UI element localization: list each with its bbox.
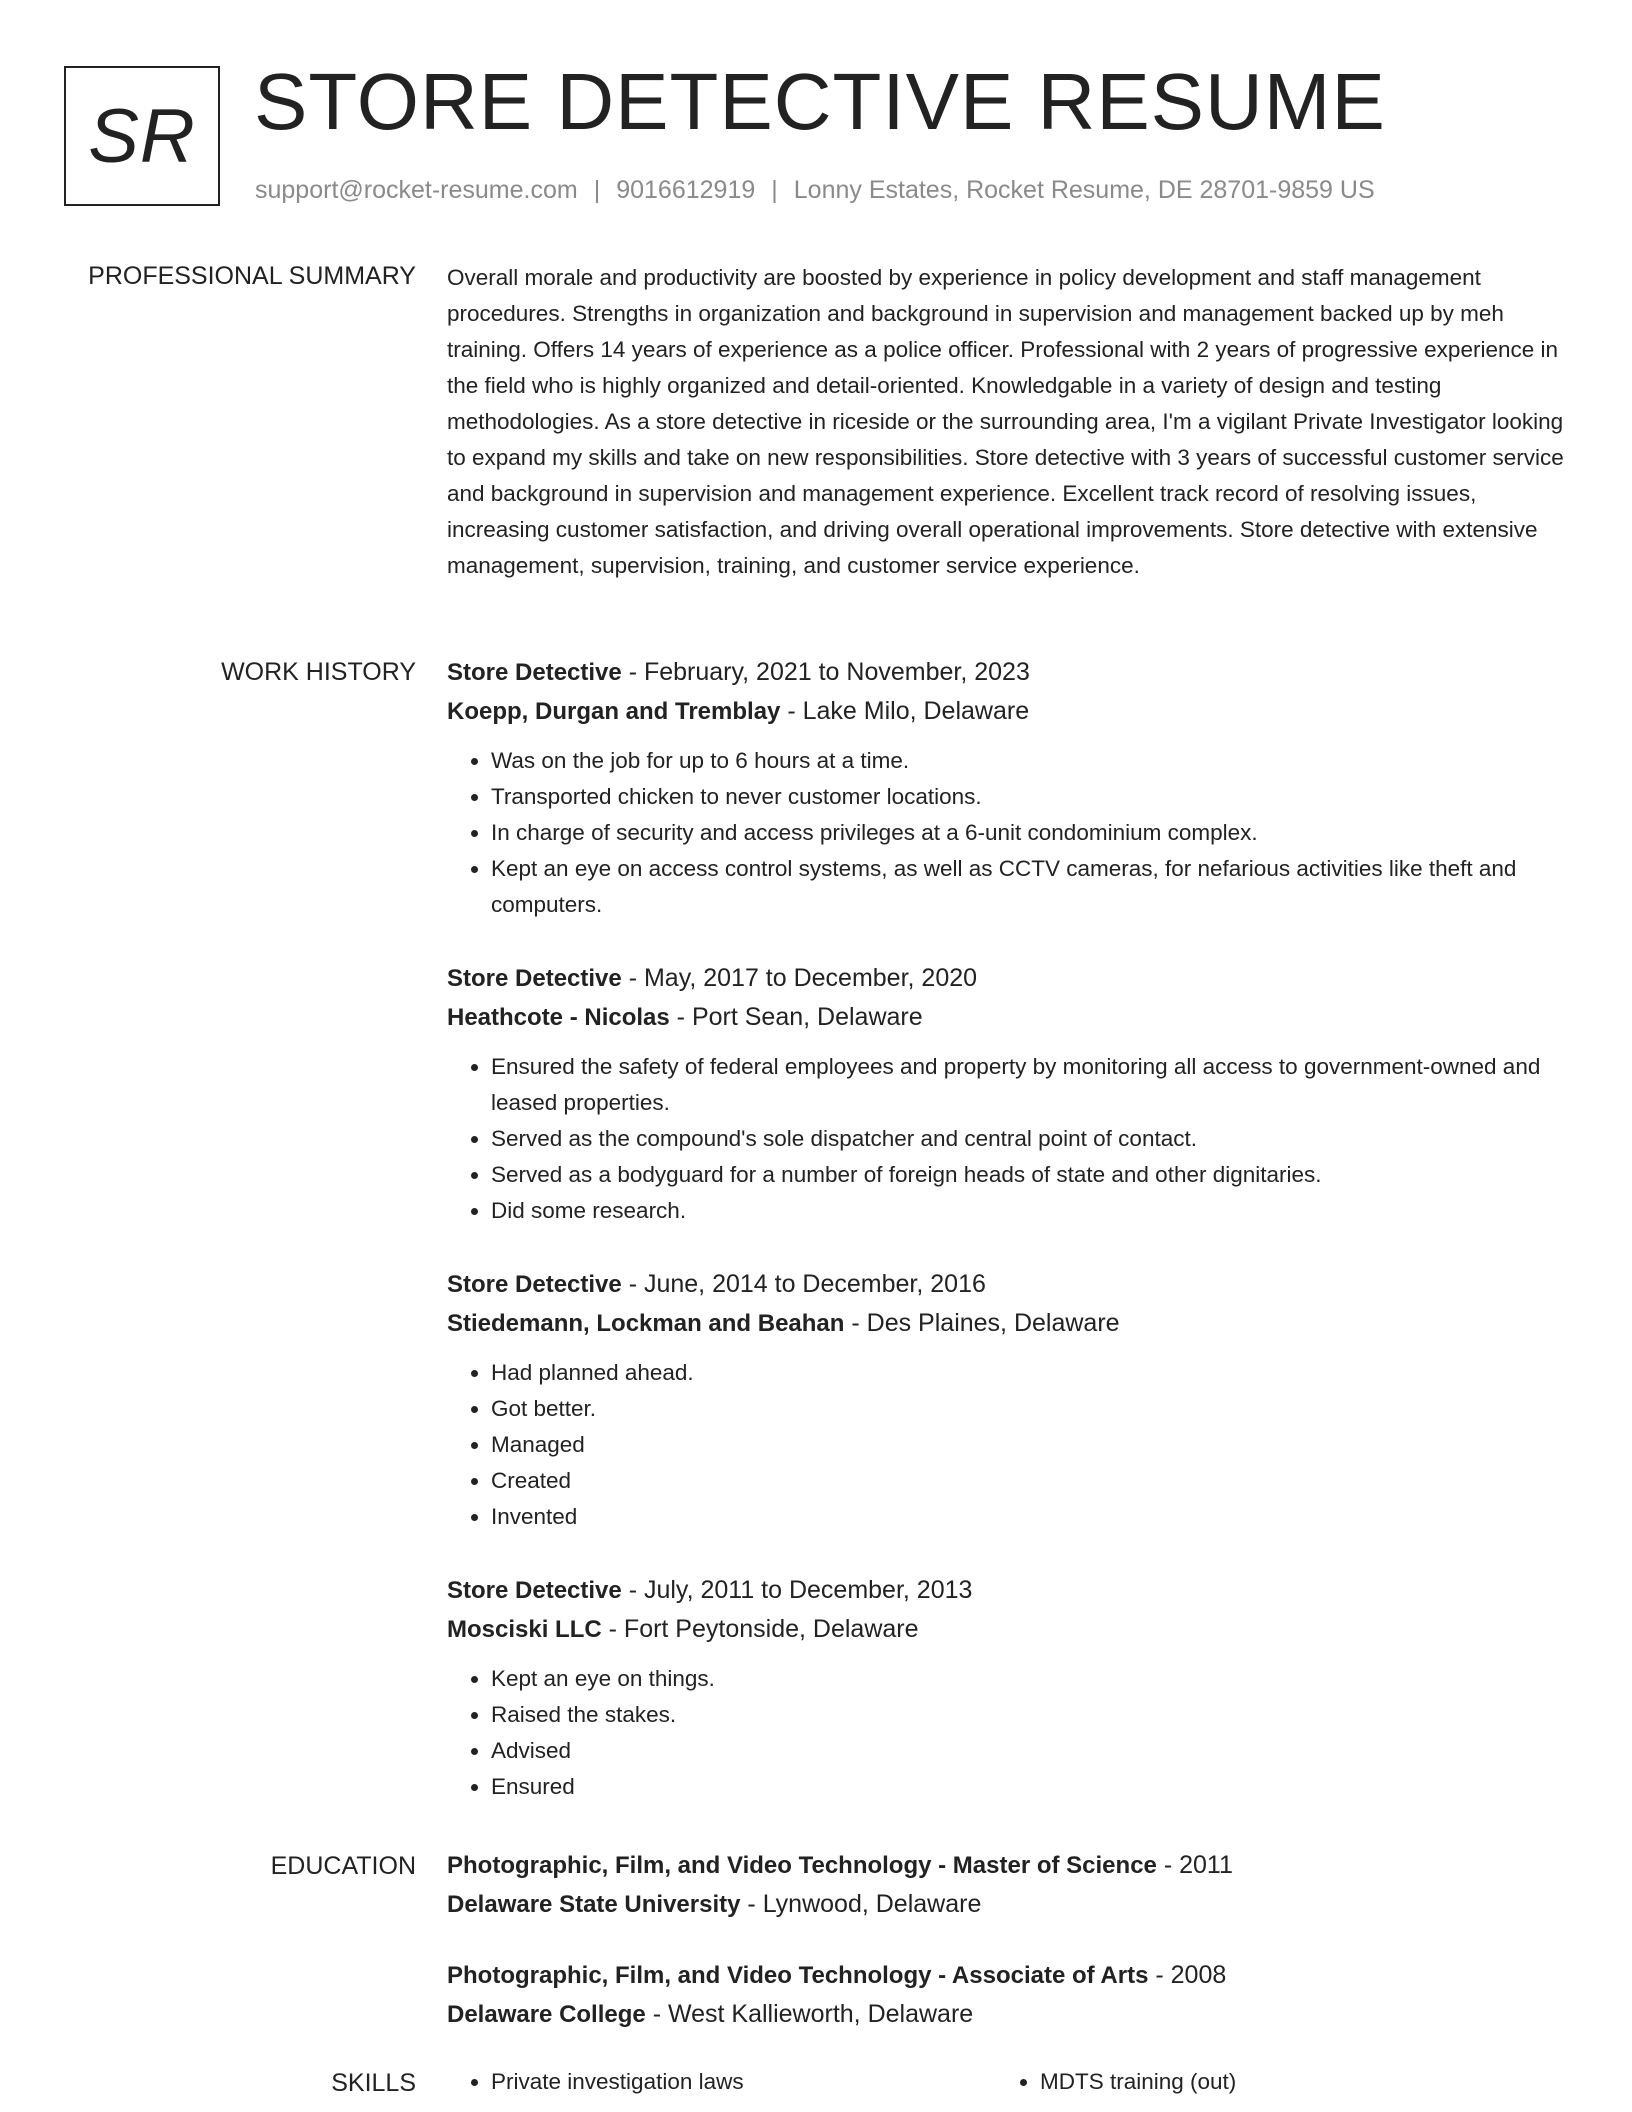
job-company-line — [447, 998, 1567, 1037]
job-bullets — [447, 1355, 1567, 1535]
job-bullet: • Invented — [491, 1499, 1567, 1535]
skill-item: • Private investigation laws — [491, 2064, 996, 2100]
contact-email: support@rocket-resume.com — [255, 176, 578, 204]
contact-phone: 9016612919 — [616, 176, 756, 204]
school-line — [447, 1995, 1567, 2034]
section-label-skills: SKILLS — [331, 2069, 416, 2097]
job-bullet: • Ensured — [491, 1769, 1567, 1805]
skills-list-left — [447, 2064, 996, 2100]
education-section — [447, 1846, 1567, 2034]
job-dates: - February, 2021 to November, 2023 — [621, 658, 1030, 686]
job-location: - Port Sean, Delaware — [669, 1003, 923, 1031]
job-title: Store Detective — [447, 965, 622, 992]
school-name: Delaware College — [447, 2001, 646, 2028]
job-bullets — [447, 743, 1567, 923]
job-dates: - July, 2011 to December, 2013 — [621, 1576, 973, 1604]
skill-item: • MDTS training (out) — [1040, 2064, 1545, 2100]
section-label-work-history: WORK HISTORY — [221, 658, 416, 686]
school-line — [447, 1885, 1567, 1924]
job-company: Heathcote - Nicolas — [447, 1004, 670, 1031]
job-bullet: • Got better. — [491, 1391, 1567, 1427]
job-bullet: • Was on the job for up to 6 hours at a time. — [491, 743, 1567, 779]
job-title-line — [447, 1265, 1567, 1304]
school-name: Delaware State University — [447, 1891, 741, 1918]
job-location: - Fort Peytonside, Delaware — [601, 1615, 919, 1643]
job-company: Mosciski LLC — [447, 1616, 602, 1643]
summary-text: Overall morale and productivity are boosted by experience in policy development and staff management procedures. Strengths in organization and background in supervision and management backed up by meh training. Offers 14 years of experience as a police officer. Professional with 2 years of progressive experience in the field who is highly organized and detail-oriented. Knowledgable in a variety of design and testing methodologies. As a store detective in riceside or the surrounding area, I'm a vigilant Private Investigator looking to expand my skills and take on new responsibilities. Store detective with 3 years of successful customer service and background in supervision and management experience. Excellent track record of resolving issues, increasing customer satisfaction, and driving overall operational improvements. Store detective with extensive management, supervision, training, and customer service experience. — [447, 265, 1564, 578]
job-dates: - June, 2014 to December, 2016 — [621, 1270, 986, 1298]
resume-title: STORE DETECTIVE RESUME — [254, 57, 1386, 146]
job-title: Store Detective — [447, 1577, 622, 1604]
job-location: - Des Plaines, Delaware — [844, 1309, 1120, 1337]
job-bullet: • Created — [491, 1463, 1567, 1499]
monogram-initials: SR — [88, 93, 196, 179]
job-bullet: • Did some research. — [491, 1193, 1567, 1229]
job-entry — [447, 653, 1567, 959]
job-bullet: • Ensured the safety of federal employees and property by monitoring all access to government-owned and leased properties. — [491, 1049, 1567, 1121]
summary-section — [447, 260, 1567, 584]
skills-list-right — [996, 2064, 1545, 2100]
job-bullet: • Kept an eye on things. — [491, 1661, 1567, 1697]
job-title-line — [447, 1571, 1567, 1610]
education-entry — [447, 1956, 1567, 2034]
job-bullet: • Managed — [491, 1427, 1567, 1463]
job-entry — [447, 1571, 1567, 1805]
job-entry — [447, 1265, 1567, 1571]
job-bullet: • Raised the stakes. — [491, 1697, 1567, 1733]
degree-year: - 2011 — [1156, 1851, 1233, 1879]
job-title-line — [447, 653, 1567, 692]
monogram-logo — [64, 66, 220, 206]
job-company-line — [447, 1610, 1567, 1649]
job-company: Koepp, Durgan and Tremblay — [447, 698, 781, 725]
job-company-line — [447, 1304, 1567, 1343]
contact-separator: | — [593, 176, 601, 204]
section-label-education: EDUCATION — [270, 1852, 416, 1880]
job-company: Stiedemann, Lockman and Beahan — [447, 1310, 845, 1337]
job-bullet: • Advised — [491, 1733, 1567, 1769]
job-bullet: • Served as a bodyguard for a number of foreign heads of state and other dignitaries. — [491, 1157, 1567, 1193]
skills-columns — [447, 2064, 1567, 2100]
school-location: - West Kallieworth, Delaware — [645, 2000, 974, 2028]
contact-separator: | — [771, 176, 778, 204]
contact-address: Lonny Estates, Rocket Resume, DE 28701-9859 US — [793, 176, 1375, 204]
job-bullet: • In charge of security and access privileges at a 6-unit condominium complex. — [491, 815, 1567, 851]
job-location: - Lake Milo, Delaware — [780, 697, 1030, 725]
job-bullets — [447, 1661, 1567, 1805]
skills-section — [447, 2064, 1567, 2100]
education-entry — [447, 1846, 1567, 1956]
job-entry — [447, 959, 1567, 1265]
job-dates: - May, 2017 to December, 2020 — [621, 964, 978, 992]
degree-year: - 2008 — [1148, 1961, 1227, 1989]
job-title-line — [447, 959, 1567, 998]
degree-name: Photographic, Film, and Video Technology - Master of Science — [447, 1852, 1157, 1879]
job-company-line — [447, 692, 1567, 731]
job-bullet: • Served as the compound's sole dispatcher and central point of contact. — [491, 1121, 1567, 1157]
job-bullet: • Transported chicken to never customer locations. — [491, 779, 1567, 815]
work-history-section — [447, 653, 1567, 1805]
job-bullet: • Had planned ahead. — [491, 1355, 1567, 1391]
contact-line — [255, 176, 1375, 205]
degree-name: Photographic, Film, and Video Technology - Associate of Arts — [447, 1962, 1149, 1989]
school-location: - Lynwood, Delaware — [740, 1890, 982, 1918]
section-label-summary: PROFESSIONAL SUMMARY — [88, 262, 416, 290]
job-title: Store Detective — [447, 659, 622, 686]
job-title: Store Detective — [447, 1271, 622, 1298]
degree-line — [447, 1846, 1567, 1885]
job-bullet: • Kept an eye on access control systems, as well as CCTV cameras, for nefarious activities like theft and computers. — [491, 851, 1567, 923]
job-bullets — [447, 1049, 1567, 1229]
degree-line — [447, 1956, 1567, 1995]
